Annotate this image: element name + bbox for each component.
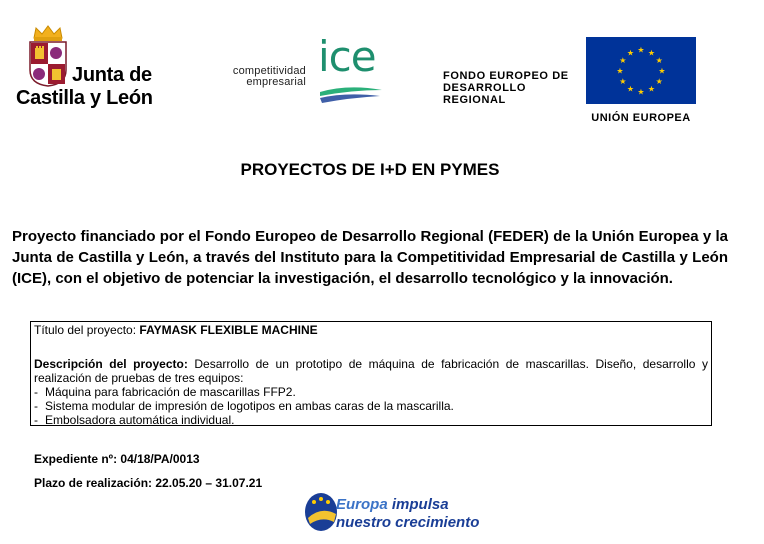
jcyl-name-line2: Castilla y León (16, 87, 153, 109)
list-item-text: Máquina para fabricación de mascarillas FFP2. (45, 385, 296, 399)
list-item-text: Sistema modular de impresión de logotipos en ambas caras de la mascarilla. (45, 399, 454, 413)
project-desc-label: Descripción del proyecto: (34, 357, 188, 371)
jcyl-name-line1: Junta de (72, 64, 152, 86)
project-title-value: FAYMASK FLEXIBLE MACHINE (139, 323, 318, 337)
feder-line1: FONDO EUROPEO DE (443, 70, 569, 82)
europa-impulsa-line2: nuestro crecimiento (336, 514, 480, 531)
eu-star-icon: ★ (647, 84, 656, 94)
list-item-text: Embolsadora automática individual. (45, 413, 235, 427)
feder-line2: DESARROLLO (443, 82, 526, 94)
eu-star-icon: ★ (619, 56, 627, 65)
list-item: - Embolsadora automática individual. (34, 413, 235, 427)
ice-subtitle-line2: empresarial (246, 76, 306, 88)
eu-star-icon: ★ (647, 48, 656, 58)
intro-paragraph: Proyecto financiado por el Fondo Europeo de Desarrollo Regional (FEDER) de la Unión Europea y la Junta de Castilla y León, a través del Instituto para la Competitividad Empresarial de Castilla y León (ICE), con el objetivo de potenciar la investigación, el desarrollo tecnológico y la innovación. (12, 228, 728, 287)
ice-wordmark: ice (318, 32, 376, 81)
eu-star-icon: ★ (619, 77, 627, 86)
expediente-number: Expediente nº: 04/18/PA/0013 (34, 452, 200, 466)
eu-star-icon: ★ (616, 66, 624, 76)
project-title-label: Título del proyecto: (34, 323, 137, 337)
eu-star-icon: ★ (626, 48, 635, 58)
page-title: PROYECTOS DE I+D EN PYMES (240, 160, 500, 179)
ice-subtitle-line1: competitividad (232, 65, 306, 77)
europa-impulsa-badge-icon (304, 492, 338, 532)
feder-label (443, 70, 569, 106)
europa-impulsa-line1 (336, 496, 449, 513)
plazo-realizacion: Plazo de realización: 22.05.20 – 31.07.21 (34, 476, 263, 490)
project-desc-text: Desarrollo de un prototipo de máquina de fabricación de mascarillas. Diseño, desarrollo y realización de pruebas de tres equipos: (34, 357, 708, 385)
list-item: - Sistema modular de impresión de logotipos en ambas caras de la mascarilla. (34, 399, 454, 413)
eu-star-icon: ★ (655, 56, 663, 65)
project-description (34, 357, 708, 385)
eu-star-icon: ★ (637, 45, 645, 55)
ice-subtitle (226, 66, 306, 88)
europa-word: Europa (336, 496, 388, 513)
project-box (30, 321, 712, 426)
eu-star-icon: ★ (655, 77, 663, 86)
eu-flag-icon (586, 37, 696, 104)
feder-line3: REGIONAL (443, 94, 506, 106)
jcyl-crest-icon (26, 24, 70, 88)
eu-star-icon: ★ (626, 84, 635, 94)
equipment-list (34, 385, 708, 427)
list-item: - Máquina para fabricación de mascarillas FFP2. (34, 385, 296, 399)
impulsa-word: impulsa (391, 496, 449, 513)
eu-label: UNIÓN EUROPEA (591, 112, 691, 124)
project-title-line (34, 323, 708, 337)
eu-star-icon: ★ (637, 87, 645, 97)
ice-swoosh-icon (318, 82, 384, 104)
eu-star-icon: ★ (658, 66, 666, 76)
